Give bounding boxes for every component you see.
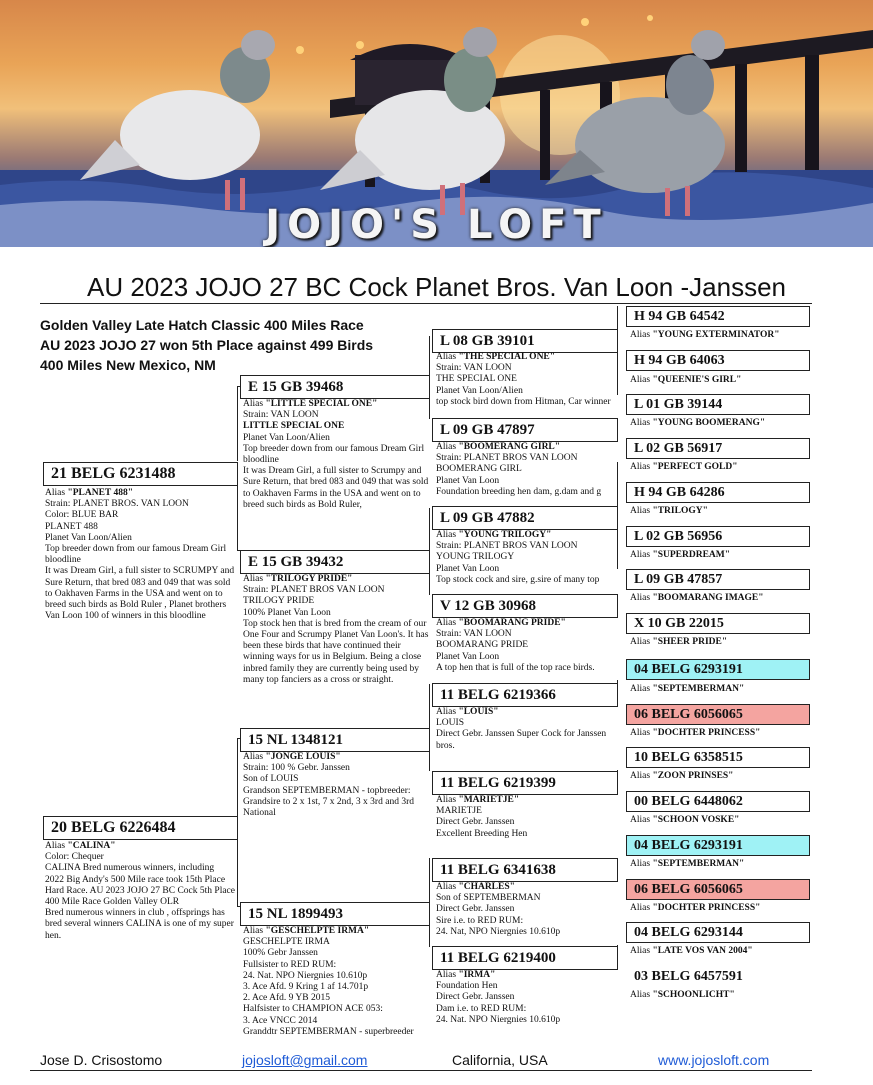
pedigree-gen3-ring: 11 BELG 6219366 bbox=[432, 683, 618, 707]
pedigree-gen4-ring: 00 BELG 6448062 bbox=[626, 791, 810, 812]
pedigree-gen4-ring: H 94 GB 64286 bbox=[626, 482, 810, 503]
footer-email-link[interactable]: jojosloft@gmail.com bbox=[242, 1052, 368, 1068]
pedigree-gen4-alias: Alias "SUPERDREAM" bbox=[630, 550, 731, 560]
pedigree-sire-details: Alias "PLANET 488" Strain: PLANET BROS. VAN LOON Color: BLUE BAR PLANET 488 Planet Van Loon/Alien Top breeder down from our famous Dream Girl bloodline It was Dream Girl, a full sister to SCRUMPY and Sure Return, that bred 083 and 049 that was sold to Oakhaven Farms in the USA and went on to breed such birds as Bold Ruler , Planet brothers Van Loon 100 of winners in this bloodline bbox=[45, 488, 235, 622]
pedigree-gen4-ring: H 94 GB 64542 bbox=[626, 306, 810, 327]
pedigree-gen2-details: Alias "TRILOGY PRIDE" Strain: PLANET BROS VAN LOON TRILOGY PRIDE 100% Planet Van Loon Top stock hen that is bred from the cream of our One Four and Scrumpy Planet Van Loon's. It has been these birds that have continued their winning ways for us in Belgium. Being a close inbred family they are currently being used by many top fanciers as a cross or straight. bbox=[243, 574, 429, 685]
pedigree-gen3-ring: 11 BELG 6219399 bbox=[432, 771, 618, 795]
pedigree-gen3-details: Alias "BOOMARANG PRIDE" Strain: VAN LOON BOOMARANG PRIDE Planet Van Loon A top hen that is full of the top race birds. bbox=[436, 618, 595, 673]
pedigree-gen2-details: Alias "JONGE LOUIS" Strain: 100 % Gebr. Janssen Son of LOUIS Grandson SEPTEMBERMAN - topbreeder: Grandsire to 2 x 1st, 7 x 2nd, 3 x 3rd and 3rd National bbox=[243, 752, 414, 819]
pedigree-gen4-alias: Alias "PERFECT GOLD" bbox=[630, 462, 738, 472]
pedigree-gen3-details: Alias "LOUIS" LOUIS Direct Gebr. Janssen Super Cock for Janssen bros. bbox=[436, 707, 607, 751]
headline-line: 400 Miles New Mexico, NM bbox=[40, 357, 216, 373]
pedigree-dam-details: Alias "CALINA" Color: Chequer CALINA Bred numerous winners, including 2022 Big Andy's 500 Mile race took 15th Place Hard Race. AU 2023 JOJO 27 BC Cock 5th Place 400 Mile Race Golden Valley OLR Bred numerous winners in club , offsprings has bred several winners CALINA is one of my super hen. bbox=[45, 841, 235, 941]
pedigree-gen4-ring: 04 BELG 6293191 bbox=[626, 659, 810, 680]
pedigree-gen4-ring: 04 BELG 6293191 bbox=[626, 835, 810, 856]
loft-logo-text: JOJO'S LOFT bbox=[265, 202, 608, 247]
pedigree-gen2-ring: E 15 GB 39432 bbox=[240, 550, 430, 574]
pedigree-gen4-alias: Alias "LATE VOS VAN 2004" bbox=[630, 946, 753, 956]
pedigree-gen4-alias: Alias "ZOON PRINSES" bbox=[630, 771, 734, 781]
pedigree-gen4-alias: Alias "SHEER PRIDE" bbox=[630, 637, 728, 647]
pedigree-gen4-ring: 04 BELG 6293144 bbox=[626, 922, 810, 943]
pedigree-gen4-ring: 10 BELG 6358515 bbox=[626, 747, 810, 768]
footer-location: California, USA bbox=[452, 1052, 548, 1068]
pedigree-gen4-alias: Alias "DOCHTER PRINCESS" bbox=[630, 728, 761, 738]
pedigree-gen4-ring: H 94 GB 64063 bbox=[626, 350, 810, 371]
pedigree-gen3-details: Alias "IRMA" Foundation Hen Direct Gebr. Janssen Dam i.e. to RED RUM: 24. Nat. NPO Niergnies 10.610p bbox=[436, 970, 561, 1025]
pedigree-gen4-alias: Alias "DOCHTER PRINCESS" bbox=[630, 903, 761, 913]
pedigree-gen4-ring: L 01 GB 39144 bbox=[626, 394, 810, 415]
pedigree-gen3-details: Alias "YOUNG TRILOGY" Strain: PLANET BROS VAN LOON YOUNG TRILOGY Planet Van Loon Top stock cock and sire, g.sire of many top bbox=[436, 530, 600, 585]
footer-website-link[interactable]: www.jojosloft.com bbox=[658, 1052, 770, 1068]
pedigree-gen2-ring: 15 NL 1348121 bbox=[240, 728, 430, 752]
pedigree-gen3-ring: L 09 GB 47882 bbox=[432, 506, 618, 530]
pedigree-gen4-alias: Alias "YOUNG EXTERMINATOR" bbox=[630, 330, 780, 340]
pedigree-gen3-details: Alias "THE SPECIAL ONE" Strain: VAN LOON THE SPECIAL ONE Planet Van Loon/Alien top stock bird down from Hitman, Car winner bbox=[436, 352, 611, 407]
pedigree-gen3-details: Alias "BOOMERANG GIRL" Strain: PLANET BROS VAN LOON BOOMERANG GIRL Planet Van Loon Foundation breeding hen dam, g.dam and g bbox=[436, 442, 602, 497]
pedigree-gen3-ring: V 12 GB 30968 bbox=[432, 594, 618, 618]
pedigree-gen4-ring: 06 BELG 6056065 bbox=[626, 704, 810, 725]
headline-line: Golden Valley Late Hatch Classic 400 Miles Race bbox=[40, 317, 364, 333]
header-banner bbox=[0, 0, 873, 247]
pedigree-gen4-alias: Alias "SEPTEMBERMAN" bbox=[630, 859, 745, 869]
page-title: AU 2023 JOJO 27 BC Cock Planet Bros. Van Loon -Janssen bbox=[87, 272, 786, 302]
pedigree-gen4-alias: Alias "QUEENIE'S GIRL" bbox=[630, 375, 742, 385]
footer-owner-name: Jose D. Crisostomo bbox=[40, 1052, 163, 1068]
pedigree-gen3-ring: 11 BELG 6219400 bbox=[432, 946, 618, 970]
pedigree-gen4-ring: L 02 GB 56956 bbox=[626, 526, 810, 547]
pedigree-gen4-alias: Alias "TRILOGY" bbox=[630, 506, 708, 516]
pedigree-gen2-details: Alias "LITTLE SPECIAL ONE" Strain: VAN LOON LITTLE SPECIAL ONE Planet Van Loon/Alien Top breeder down from our famous Dream Girl bloodline It was Dream Girl, a full sister to Scrumpy and Sure Return, that bred 083 and 049 that was sold to Oakhaven Farms in the USA and went on to breed such birds as Bold Ruler, bbox=[243, 399, 429, 510]
pedigree-gen2-details: Alias "GESCHELPTE IRMA" GESCHELPTE IRMA 100% Gebr Janssen Fullsister to RED RUM: 24. Nat. NPO Niergnies 10.610p 3. Ace Afd. 9 Kring 1 af 14.701p 2. Ace Afd. 9 YB 2015 Halfsister to CHAMPION ACE 053: 3. Ace VNCC 2014 Granddtr SEPTEMBERMAN - superbreeder bbox=[243, 926, 414, 1037]
pedigree-gen4-ring: L 09 GB 47857 bbox=[626, 569, 810, 590]
race-result-headline bbox=[40, 315, 373, 375]
pedigree-gen4-alias: Alias "SCHOONLICHT" bbox=[630, 990, 735, 1000]
pedigree-gen4-ring: X 10 GB 22015 bbox=[626, 613, 810, 634]
pedigree-gen4-alias: Alias "SEPTEMBERMAN" bbox=[630, 684, 745, 694]
pedigree-gen4-alias: Alias "YOUNG BOOMERANG" bbox=[630, 418, 766, 428]
pedigree-gen3-details: Alias "CHARLES" Son of SEPTEMBERMAN Direct Gebr. Janssen Sire i.e. to RED RUM: 24. Nat, NPO Niergnies 10.610p bbox=[436, 882, 561, 937]
pedigree-gen2-ring: E 15 GB 39468 bbox=[240, 375, 430, 399]
pedigree-gen2-ring: 15 NL 1899493 bbox=[240, 902, 430, 926]
headline-line: AU 2023 JOJO 27 won 5th Place against 499 Birds bbox=[40, 337, 374, 353]
pedigree-gen3-ring: 11 BELG 6341638 bbox=[432, 858, 618, 882]
footer-divider bbox=[30, 1070, 812, 1071]
title-divider bbox=[40, 303, 812, 304]
pedigree-gen4-alias: Alias "SCHOON VOSKE" bbox=[630, 815, 740, 825]
pedigree-gen4-ring: L 02 GB 56917 bbox=[626, 438, 810, 459]
pedigree-gen4-ring: 06 BELG 6056065 bbox=[626, 879, 810, 900]
pedigree-gen4-alias: Alias "BOOMARANG IMAGE" bbox=[630, 593, 764, 603]
pedigree-dam-ring: 20 BELG 6226484 bbox=[43, 816, 238, 840]
pedigree-sire-ring: 21 BELG 6231488 bbox=[43, 462, 238, 486]
pedigree-gen3-ring: L 09 GB 47897 bbox=[432, 418, 618, 442]
pedigree-gen3-ring: L 08 GB 39101 bbox=[432, 329, 618, 353]
pedigree-gen4-ring: 03 BELG 6457591 bbox=[626, 966, 810, 987]
pedigree-gen3-details: Alias "MARIETJE" MARIETJE Direct Gebr. Janssen Excellent Breeding Hen bbox=[436, 795, 528, 839]
